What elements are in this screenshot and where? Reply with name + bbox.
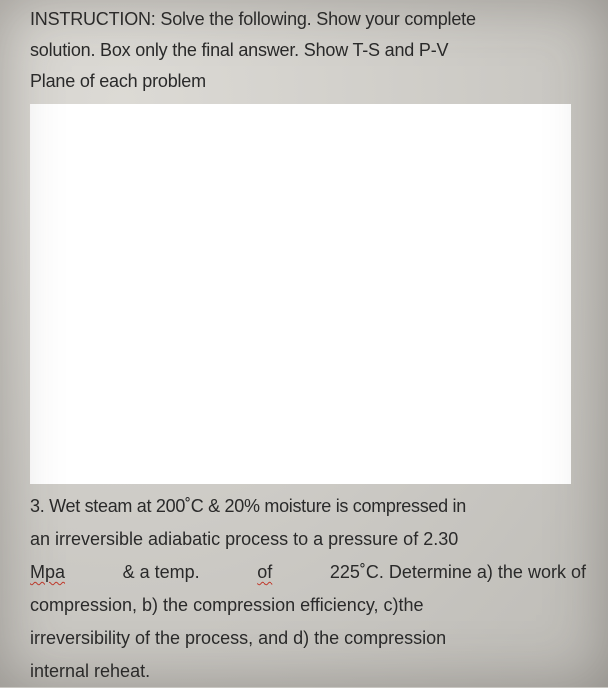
instruction-line-3: Plane of each problem <box>30 71 206 91</box>
problem-line-3-rest: 225˚C. Determine a) the work of <box>329 562 586 582</box>
problem-word-of: of <box>257 562 273 582</box>
instruction-line-2: solution. Box only the final answer. Show T-S and P-V <box>30 40 449 60</box>
problem-3-text <box>30 490 586 688</box>
problem-line-3 <box>30 556 586 589</box>
problem-line-1: 3. Wet steam at 200˚C & 20% moisture is compressed in <box>30 496 466 516</box>
problem-line-2: an irreversible adiabatic process to a pressure of 2.30 <box>30 529 459 549</box>
instruction-text <box>30 4 590 97</box>
instruction-line-1: INSTRUCTION: Solve the following. Show your complete <box>30 9 476 29</box>
problem-line-4: compression, b) the compression efficiency, c)the <box>30 595 424 615</box>
redacted-white-area <box>30 104 571 484</box>
problem-line-3-temp: & a temp. <box>122 562 200 582</box>
problem-unit-mpa: Mpa <box>30 562 66 582</box>
problem-line-6: internal reheat. <box>30 661 151 681</box>
problem-line-5: irreversibility of the process, and d) the compression <box>30 628 447 648</box>
